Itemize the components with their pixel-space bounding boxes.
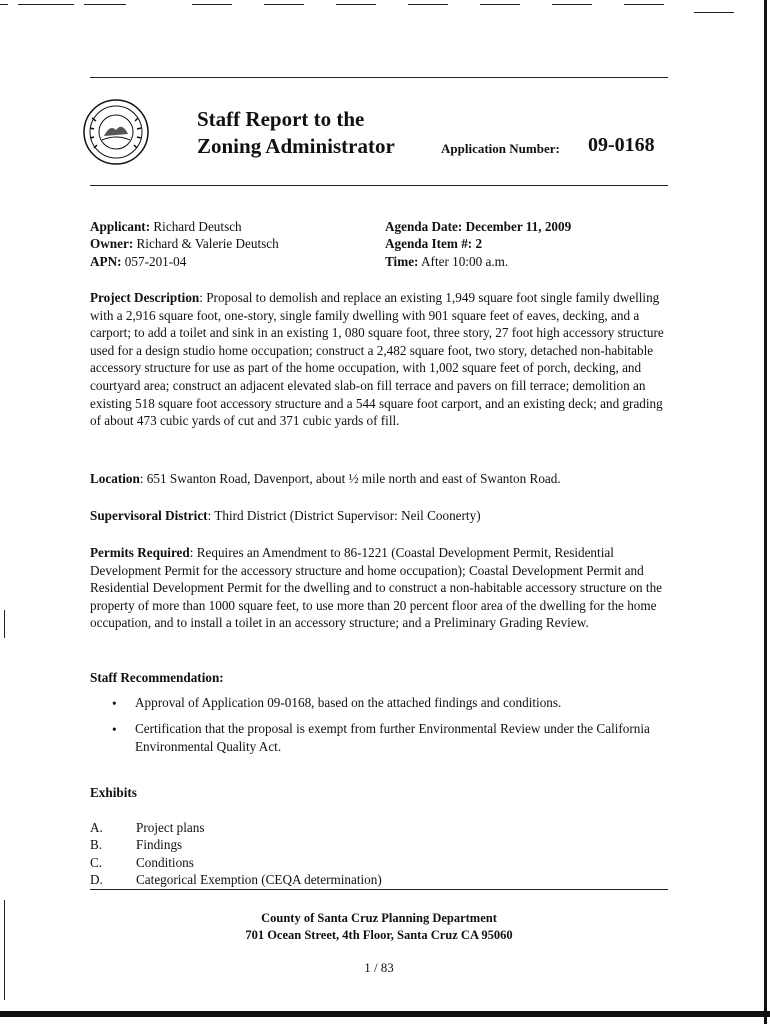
page-number: 1 / 83: [364, 960, 394, 975]
agenda-item-value: 2: [475, 236, 483, 251]
recommendation-item: Approval of Application 09-0168, based on the attached findings and conditions.: [135, 695, 562, 710]
scan-edge-right: [764, 0, 767, 1024]
project-description: Project Description: Proposal to demolish and replace an existing 1,949 square foot single family dwelling with a 2,916 square foot, one-story, single family dwelling with 901 square feet of eaves, decking, and a carport; to add a toilet and sink in an existing 1, 080 square foot, three story, 27 foot high accessory structure used for a design studio home occupation; construct a 2,482 square foot, two story, detached non-habitable accessory structure for use as part of the home occupation, with 1,002 square feet of porch, decking, and courtyard area; construct an adjacent elevated slab-on fill terrace and pavers on fill terrace; demolition an existing 518 square foot accessory structure and a 544 square foot carport, and an existing deck; and grading of about 473 cubic yards of cut and 371 cubic yards of fill.: [90, 290, 664, 429]
time-row: [385, 253, 508, 270]
scan-mark: [0, 4, 8, 5]
scan-mark: [336, 4, 376, 5]
scan-mark: [408, 4, 448, 5]
district-label: Supervisoral District: [90, 508, 208, 523]
permits-label: Permits Required: [90, 545, 190, 560]
exhibit-letter: A.: [90, 820, 103, 835]
apn-value: 057-201-04: [124, 254, 187, 269]
agenda-date-label: Agenda Date:: [385, 219, 463, 234]
title-line-2: Zoning Administrator: [197, 134, 395, 158]
applicant-label: Applicant:: [90, 219, 151, 234]
exhibit-letter: B.: [90, 837, 103, 852]
scan-edge-left: [4, 900, 5, 1000]
scan-edge-bottom: [0, 1011, 770, 1017]
recommendation-item: Certification that the proposal is exempt from further Environmental Review under the California Environmental Quality Act.: [135, 721, 650, 754]
applicant-value: Richard Deutsch: [153, 219, 242, 234]
permits-required: Permits Required: Requires an Amendment to 86-1221 (Coastal Development Permit, Residential Development Permit for the accessory structure and home occupation); Coastal Development Permit and Residential Development Permit for the dwelling and to construct a non-habitable accessory structure on the property of more than 1000 square feet, to use more than 20 percent floor area of the dwelling for the home occupation, and to install a toilet in an accessory structure; and a Preliminary Grading Review.: [90, 545, 663, 631]
location: Location: 651 Swanton Road, Davenport, about ½ mile north and east of Swanton Road.: [90, 471, 561, 486]
time-label: Time:: [385, 254, 419, 269]
exhibits-heading: [90, 784, 670, 802]
applicant-row: [90, 218, 242, 235]
exhibits-label: Exhibits: [90, 785, 137, 800]
exhibit-title: Project plans: [136, 820, 205, 835]
scan-mark: [624, 4, 664, 5]
agenda-date-row: [385, 218, 571, 235]
agenda-item-label: Agenda Item #:: [385, 236, 473, 251]
footer-rule: [90, 889, 668, 890]
application-number-label: Application Number:: [441, 141, 560, 156]
owner-row: [90, 235, 279, 252]
supervisoral-district: Supervisoral District: Third District (District Supervisor: Neil Coonerty): [90, 508, 481, 523]
page-title: [197, 106, 395, 160]
scan-mark: [552, 4, 592, 5]
title-line-1: Staff Report to the: [197, 107, 365, 131]
county-seal-icon: [82, 98, 150, 166]
bullet-icon: •: [112, 696, 117, 711]
scan-mark: [84, 4, 126, 5]
recommendation-heading: [90, 669, 670, 687]
location-text: 651 Swanton Road, Davenport, about ½ mile north and east of Swanton Road.: [146, 471, 561, 486]
apn-label: APN:: [90, 254, 122, 269]
footer-address: 701 Ocean Street, 4th Floor, Santa Cruz CA 95060: [245, 928, 513, 942]
time-value: After 10:00 a.m.: [421, 254, 509, 269]
scan-edge-left: [4, 610, 5, 638]
district-text: Third District (District Supervisor: Neil Coonerty): [214, 508, 481, 523]
application-number: 09-0168: [588, 134, 655, 156]
header-rule-bottom: [90, 185, 668, 186]
location-label: Location: [90, 471, 140, 486]
bullet-icon: •: [112, 722, 117, 737]
exhibit-letter: D.: [90, 872, 103, 887]
permits-text: Requires an Amendment to 86-1221 (Coastal Development Permit, Residential Development Permit for the accessory structure and home occupation); Coastal Development Permit and Residential Development Permit for the dwelling and to construct a non-habitable accessory structure on the property of more than 1000 square feet, to use more than 20 percent floor area of the dwelling for the home occupation, and to install a toilet in an accessory structure; and a Preliminary Grading Review.: [90, 545, 663, 631]
footer-department: County of Santa Cruz Planning Department: [261, 911, 497, 925]
agenda-item-row: [385, 235, 482, 252]
project-description-label: Project Description: [90, 290, 200, 305]
scan-mark: [192, 4, 232, 5]
exhibit-title: Findings: [136, 837, 183, 852]
scan-mark: [264, 4, 304, 5]
owner-value: Richard & Valerie Deutsch: [136, 236, 279, 251]
apn-row: [90, 253, 186, 270]
exhibit-title: Conditions: [136, 855, 194, 870]
owner-label: Owner:: [90, 236, 134, 251]
scan-mark: [694, 12, 734, 13]
recommendation-label: Staff Recommendation:: [90, 670, 224, 685]
project-description-text: Proposal to demolish and replace an existing 1,949 square foot single family dwelling with a 2,916 square foot, one-story, single family dwelling with 901 square feet of eaves, decking, and a carport; to add a toilet and sink in an existing 1, 080 square foot, three story, 27 foot high accessory structure used for a design studio home occupation; construct a 2,482 square foot, two story, detached non-habitable accessory structure for use as part of the home occupation, with 1,002 square feet of porch, decking, and courtyard area; construct an adjacent elevated slab-on fill terrace and pavers on fill terrace; demolition an existing 518 square foot accessory structure and a 544 square foot carport, and an existing deck; and grading of about 473 cubic yards of cut and 371 cubic yards of fill.: [90, 290, 664, 429]
agenda-date-value: December 11, 2009: [465, 219, 572, 234]
scan-mark: [18, 4, 74, 5]
header-rule-top: [90, 77, 668, 78]
exhibit-title: Categorical Exemption (CEQA determination): [136, 872, 382, 887]
exhibit-letter: C.: [90, 855, 103, 870]
scan-mark: [480, 4, 520, 5]
